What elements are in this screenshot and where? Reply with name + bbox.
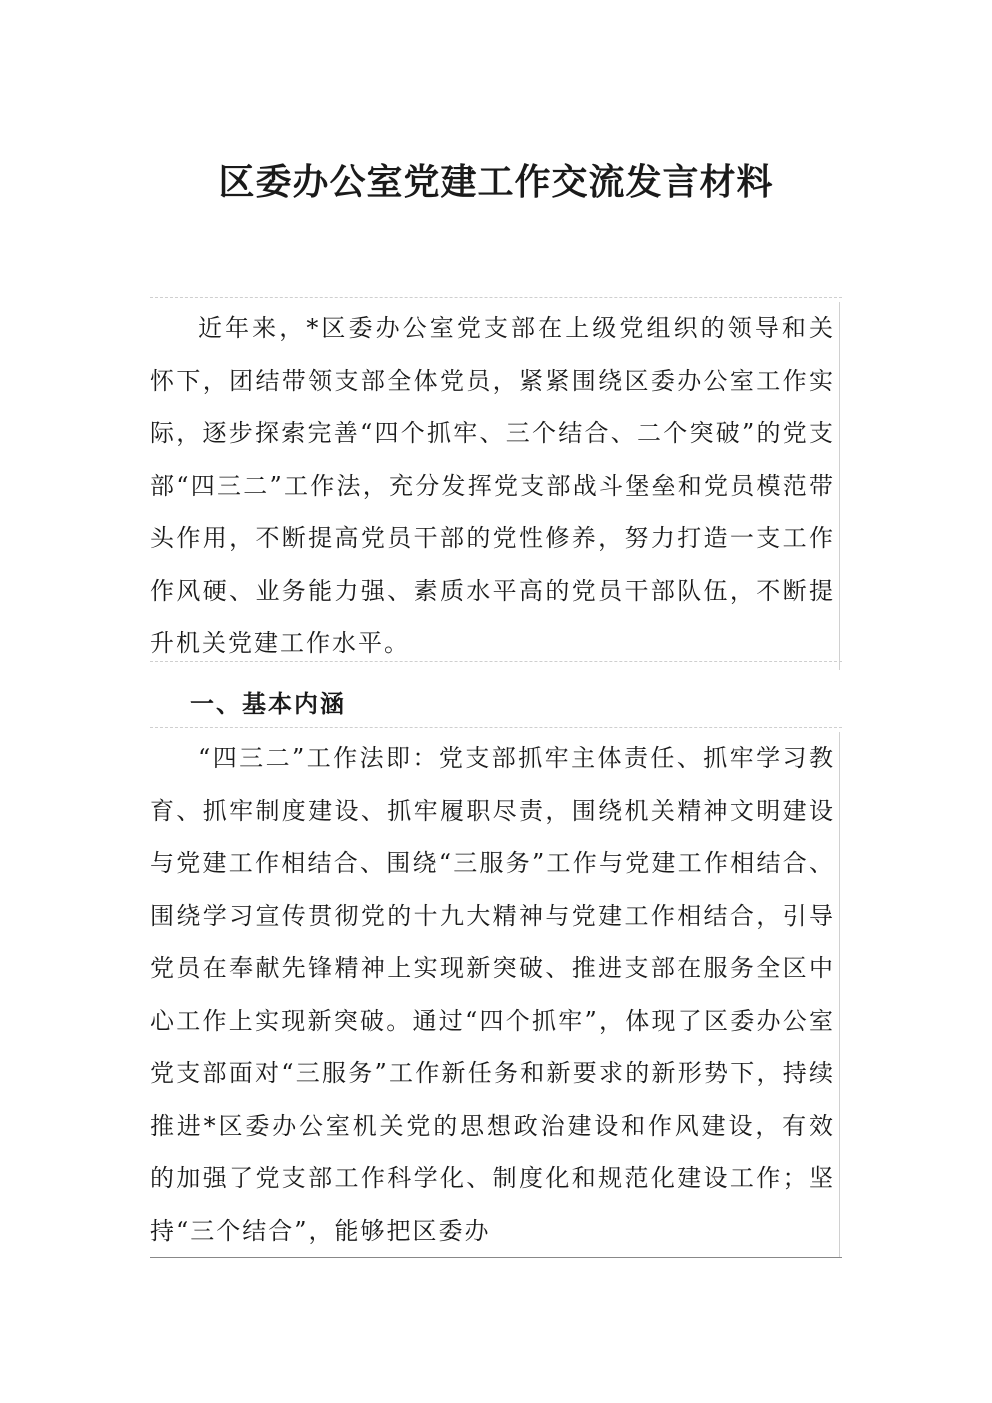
separator-line <box>150 661 842 662</box>
intro-paragraph: 近年来，*区委办公室党支部在上级党组织的领导和关怀下，团结带领支部全体党员，紧紧围绕区委办公室工作实际，逐步探索完善“四个抓牢、三个结合、二个突破”的党支部“四三二”工作法，充分发挥党支部战斗堡垒和党员模范带头作用，不断提高党员干部的党性修养，努力打造一支工作作风硬、业务能力强、素质水平高的党员干部队伍，不断提升机关党建工作水平。 <box>150 302 840 670</box>
section-paragraph: “四三二”工作法即：党支部抓牢主体责任、抓牢学习教育、抓牢制度建设、抓牢履职尽责，围绕机关精神文明建设与党建工作相结合、围绕“三服务”工作与党建工作相结合、围绕学习宣传贯彻党的十九大精神与党建工作相结合，引导党员在奉献先锋精神上实现新突破、推进支部在服务全区中心工作上实现新突破。通过“四个抓牢”，体现了区委办公室党支部面对“三服务”工作新任务和新要求的新形势下，持续推进*区委办公室机关党的思想政治建设和作风建设，有效的加强了党支部工作科学化、制度化和规范化建设工作；坚持“三个结合”，能够把区委办 <box>150 732 840 1257</box>
document-title: 区委办公室党建工作交流发言材料 <box>218 161 774 203</box>
section-paragraph-block <box>150 732 840 1257</box>
separator-line <box>150 297 842 298</box>
separator-line <box>150 727 842 728</box>
section-heading: 一、基本内涵 <box>190 689 346 718</box>
intro-paragraph-block <box>150 302 840 670</box>
page-bottom-line <box>150 1257 842 1258</box>
